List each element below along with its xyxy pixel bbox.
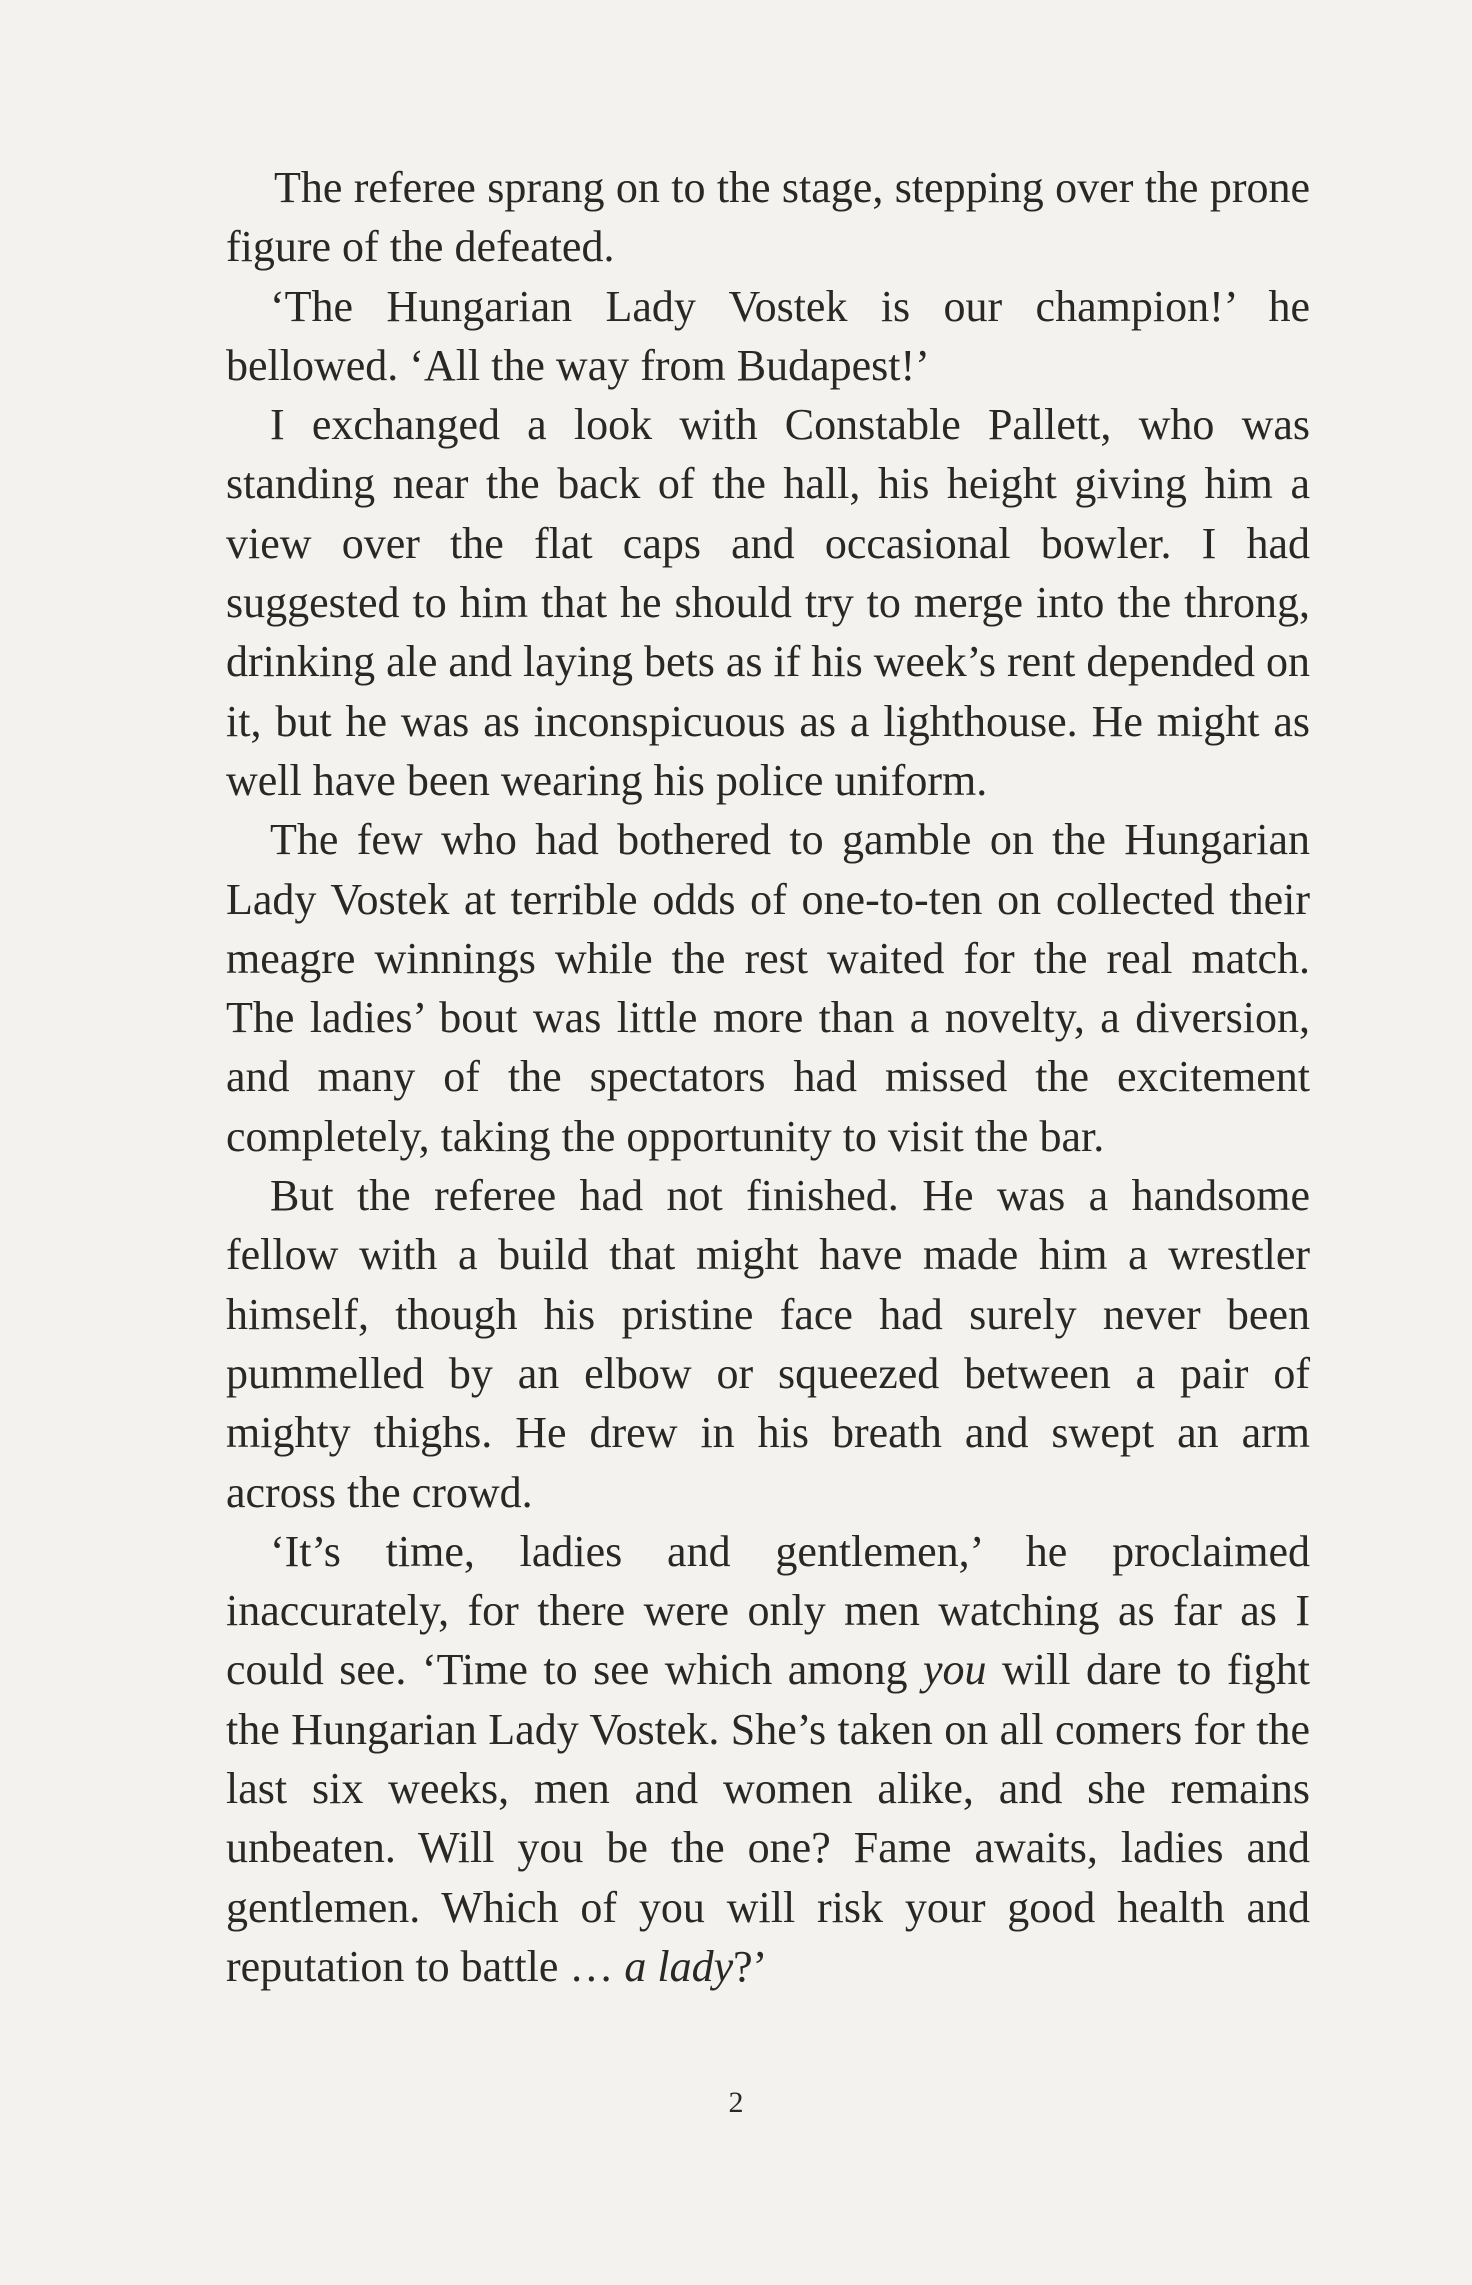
- paragraph-1-text: The referee sprang on to the stage, stepping over the prone figure of the defeated.: [226, 163, 1310, 272]
- paragraph-6: [226, 1522, 1310, 1996]
- paragraph-1: [226, 158, 1310, 277]
- paragraph-2: [226, 277, 1310, 396]
- paragraph-5-text: But the referee had not finished. He was a handsome fellow with a build that might have made him a wrestler himself, though his pristine face had surely never been pummelled by an elbow or squeezed between a pair of mighty thighs. He drew in his breath and swept an arm across the crowd.: [226, 1171, 1310, 1517]
- page-number: 2: [728, 2086, 744, 2119]
- paragraph-6-text-c: ?’: [733, 1941, 768, 1991]
- paragraph-4-text: The few who had bothered to gamble on the Hungarian Lady Vostek at terrible odds of one-to-ten on collected their meagre winnings while the rest waited for the real match. The ladies’ bout was little more than a novelty, a diversion, and many of the spectators had missed the excitement completely, taking the opportunity to visit the bar.: [226, 815, 1310, 1161]
- paragraph-6-text-a: ‘It’s time, ladies and gentlemen,’ he proclaimed inaccurately, for there were only men watching as far as I could see. ‘Time to see which among: [226, 1526, 1310, 1695]
- paragraph-6-italic-you: you: [923, 1645, 987, 1695]
- paragraph-5: [226, 1166, 1310, 1522]
- paragraph-6-text-b: will dare to fight the Hungarian Lady Vostek. She’s taken on all comers for the last six weeks, men and women alike, and she remains unbeaten. Will you be the one? Fame awaits, ladies and gentlemen. Which of you will risk your good health and reputation to battle …: [226, 1645, 1310, 1991]
- paragraph-3: [226, 395, 1310, 810]
- paragraph-3-text: I exchanged a look with Constable Pallett, who was standing near the back of the hall, his height giving him a view over the flat caps and occasional bowler. I had suggested to him that he should try to merge into the throng, drinking ale and laying bets as if his week’s rent depended on it, but he was as inconspicuous as a lighthouse. He might as well have been wearing his police uniform.: [226, 400, 1310, 805]
- body-text: [226, 158, 1310, 1996]
- paragraph-4: [226, 810, 1310, 1166]
- paragraph-6-italic-a-lady: a lady: [624, 1941, 734, 1991]
- paragraph-2-text: ‘The Hungarian Lady Vostek is our champion!’ he bellowed. ‘All the way from Budapest!’: [226, 281, 1310, 390]
